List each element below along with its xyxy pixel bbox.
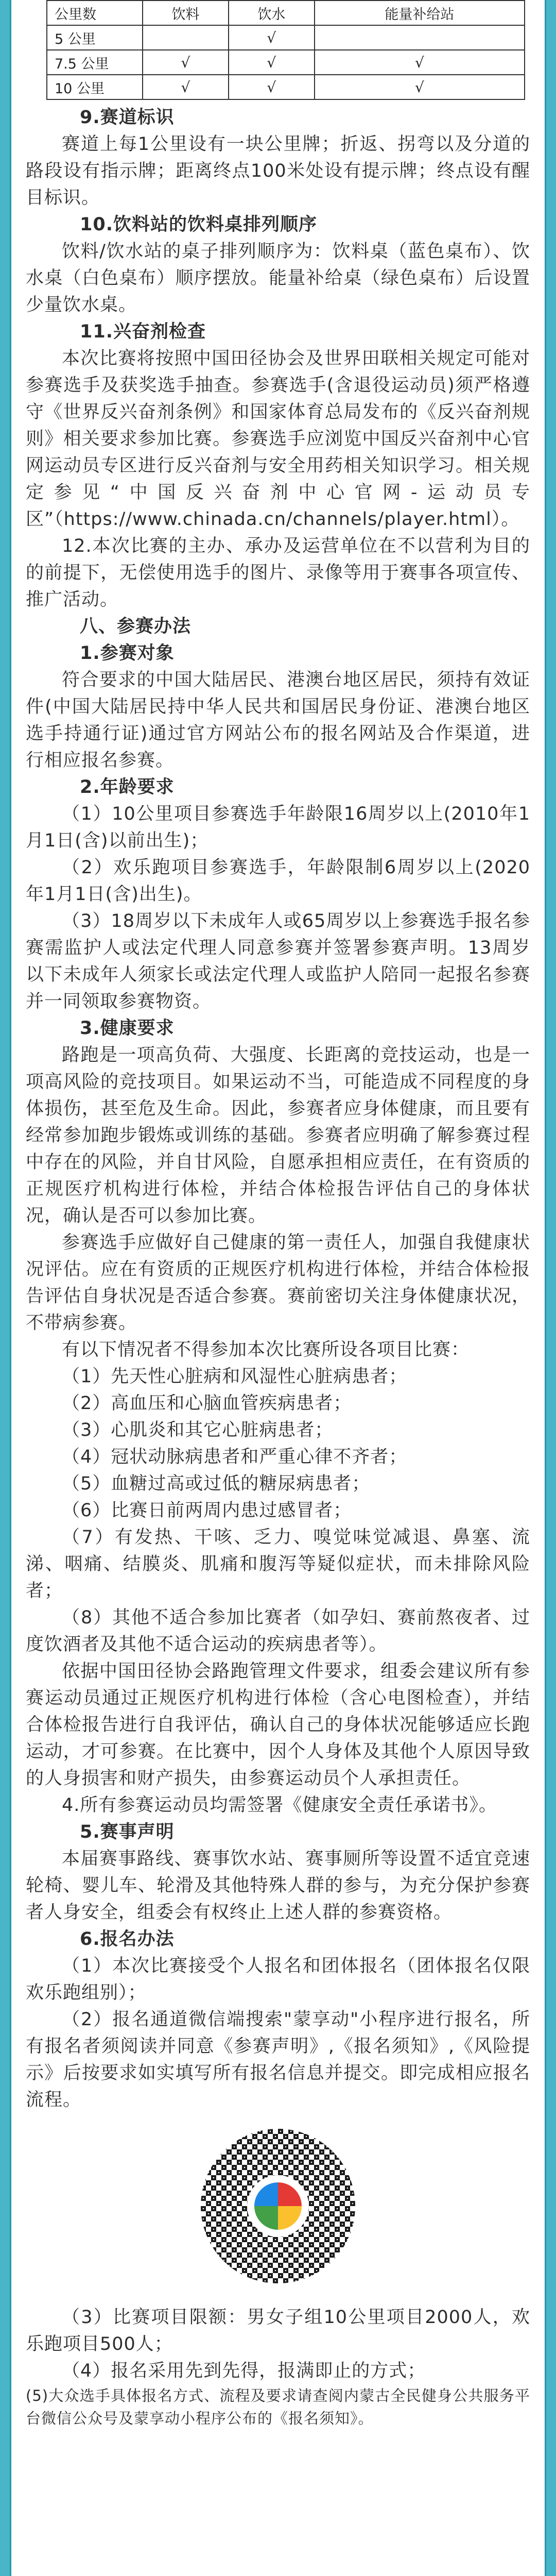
- body-paragraph: 符合要求的中国大陆居民、港澳台地区居民，须持有效证件(中国大陆居民持中华人民共和国居民身份证、港澳台地区选手持通行证)通过官方网站公布的报名网站及合作渠道，进行相应报名参赛。: [26, 670, 530, 771]
- body-paragraph: 4.所有参赛运动员均需签署《健康安全责任承诺书》。: [62, 1795, 497, 1816]
- body-paragraph: 12.本次比赛的主办、承办及运营单位在不以营利为目的的前提下，无偿使用选手的图片、录像等用于赛事各项宣传、推广活动。: [26, 536, 530, 610]
- body-paragraph: 本次比赛将按照中国田径协会及世界田联相关规定可能对参赛选手及获奖选手抽查。参赛选手(含退役运动员)须严格遵守《世界反兴奋剂条例》和国家体育总局发布的《反兴奋剂规则》相关要求参加比赛。参赛选手应浏览中国反兴奋剂中心官网运动员专区进行反兴奋剂与安全用药相关知识学习。相关规定参见“中国反兴奋剂中心官网-运动员专区”（https://www.chinada.cn/channels/player.html）。: [26, 348, 530, 530]
- body-paragraph: （4）报名采用先到先得，报满即止的方式；: [62, 2361, 426, 2381]
- body-paragraph: 本届赛事路线、赛事饮水站、赛事厕所等设置不适宜竞速轮椅、婴儿车、轮滑及其他特殊人群的参与，为充分保护参赛者人身安全，组委会有权终止上述人群的参赛资格。: [26, 1849, 530, 1923]
- table-row: [47, 50, 525, 75]
- body-paragraph: 路跑是一项高负荷、大强度、长距离的竞技运动，也是一项高风险的竞技项目。如果运动不当，可能造成不同程度的身体损伤，甚至危及生命。因此，参赛者应身体健康，而且要有经常参加跑步锻炼或训练的基础。参赛者应明确了解参赛过程中存在的风险，并自甘风险，自愿承担相应责任，在有资质的正规医疗机构进行体检，并结合体检报告评估自己的身体状况，确认是否可以参加比赛。: [26, 1045, 530, 1226]
- table-cell-water: √: [229, 75, 315, 99]
- body-paragraph: （2）高血压和心脑血管疾病患者；: [62, 1393, 352, 1414]
- body-paragraph: (5)大众选手具体报名方式、流程及要求请查阅内蒙古全民健身公共服务平台微信公众号及蒙享动小程序公布的《报名须知》。: [26, 2387, 530, 2427]
- table-row: [47, 75, 525, 99]
- body-paragraph: （1）本次比赛接受个人报名和团体报名（团体报名仅限欢乐跑组别）；: [26, 1956, 530, 2003]
- table-cell-water: √: [229, 25, 315, 50]
- table-header-cell: 能量补给站: [315, 1, 525, 25]
- body-paragraph: （5）血糖过高或过低的糖尿病患者；: [62, 1473, 371, 1494]
- body-paragraph: （1）先天性心脏病和风湿性心脏病患者；: [62, 1366, 408, 1387]
- section-heading: 八、参赛办法: [80, 616, 192, 637]
- body-paragraph: 饮料/饮水站的桌子排列顺序为：饮料桌（蓝色桌布）、饮水桌（白色桌布）顺序摆放。能量补给桌（绿色桌布）后设置少量饮水桌。: [26, 241, 530, 315]
- app-logo-icon: [254, 2182, 302, 2230]
- section-heading: 3.健康要求: [80, 1018, 175, 1039]
- table-cell-water: √: [229, 50, 315, 75]
- body-paragraph: 参赛选手应做好自己健康的第一责任人，加强自我健康状况评估。应在有资质的正规医疗机构进行体检，并结合体检报告评估自身状况是否适合参赛。赛前密切关注身体健康状况，不带病参赛。: [26, 1232, 530, 1333]
- supply-station-table: [46, 0, 525, 100]
- body-paragraph: （2）报名通道微信端搜索"蒙享动"小程序进行报名，所有报名者须阅读并同意《参赛声明》,《报名须知》,《风险提示》后按要求如实填写所有报名信息并提交。即完成相应报名流程。: [26, 2009, 530, 2110]
- section-heading: 5.赛事声明: [80, 1822, 175, 1842]
- table-row: [47, 25, 525, 50]
- mini-program-qr-code[interactable]: [201, 2129, 355, 2283]
- table-cell-drink: [143, 25, 229, 50]
- body-paragraph: （3）心肌炎和其它心脏病患者；: [62, 1420, 334, 1440]
- body-paragraph: （7）有发热、干咳、乏力、嗅觉味觉减退、鼻塞、流涕、咽痛、结膜炎、肌痛和腹泻等疑似症状，而未排除风险者；: [26, 1527, 530, 1601]
- body-paragraph: （8）其他不适合参加比赛者（如孕妇、赛前熬夜者、过度饮酒者及其他不适合运动的疾病患者等）。: [26, 1607, 530, 1655]
- body-paragraph: （6）比赛日前两周内患过感冒者；: [62, 1500, 352, 1521]
- paragraph-section: [26, 104, 530, 2113]
- table-cell-drink: √: [143, 75, 229, 99]
- table-header-cell: 饮水: [229, 1, 315, 25]
- section-heading: 1.参赛对象: [80, 643, 175, 664]
- section-heading: 6.报名办法: [80, 1929, 175, 1950]
- paragraph-section-after: [26, 2304, 530, 2430]
- body-paragraph: （3）18周岁以下未成年人或65周岁以上参赛选手报名参赛需监护人或法定代理人同意参赛并签署参赛声明。13周岁以下未成年人须家长或法定代理人或监护人陪同一起报名参赛并一同领取参赛物资。: [26, 911, 530, 1012]
- table-header-row: [47, 1, 525, 25]
- section-heading: 10.饮料站的饮料桌排列顺序: [80, 214, 318, 235]
- table-cell-energy: √: [315, 75, 525, 99]
- table-cell-energy: [315, 25, 525, 50]
- table-cell-km: 10 公里: [47, 75, 143, 99]
- table-cell-drink: √: [143, 50, 229, 75]
- body-paragraph: 有以下情况者不得参加本次比赛所设各项目比赛：: [62, 1340, 470, 1360]
- body-paragraph: （1）10公里项目参赛选手年龄限16周岁以上(2010年1月1日(含)以前出生)；: [26, 804, 530, 851]
- document-content: [26, 0, 530, 2430]
- body-paragraph: （3）比赛项目限额：男女子组10公里项目2000人，欢乐跑项目500人；: [26, 2307, 530, 2354]
- body-paragraph: 赛道上每1公里设有一块公里牌；折返、拐弯以及分道的路段设有指示牌；距离终点100米处设有提示牌；终点设有醒目标识。: [26, 134, 530, 208]
- section-heading: 2.年龄要求: [80, 777, 175, 798]
- qr-center-badge: [247, 2175, 309, 2237]
- qr-code-section: [26, 2129, 530, 2283]
- table-cell-energy: √: [315, 50, 525, 75]
- body-paragraph: 依据中国田径协会路跑管理文件要求，组委会建议所有参赛运动员通过正规医疗机构进行体检（含心电图检查），并结合体检报告进行自我评估，确认自己的身体状况能够适应长跑运动，才可参赛。在比赛中，因个人身体及其他个人原因导致的人身损害和财产损失，由参赛运动员个人承担责任。: [26, 1661, 530, 1789]
- table-header-cell: 公里数: [47, 1, 143, 25]
- body-paragraph: （4）冠状动脉病患者和严重心律不齐者；: [62, 1447, 408, 1467]
- table-cell-km: 7.5 公里: [47, 50, 143, 75]
- table-cell-km: 5 公里: [47, 25, 143, 50]
- body-paragraph: （2）欢乐跑项目参赛选手，年龄限制6周岁以上(2020年1月1日(含)出生)。: [26, 857, 530, 905]
- section-heading: 11.兴奋剂检查: [80, 321, 206, 342]
- table-header-cell: 饮料: [143, 1, 229, 25]
- section-heading: 9.赛道标识: [80, 107, 175, 128]
